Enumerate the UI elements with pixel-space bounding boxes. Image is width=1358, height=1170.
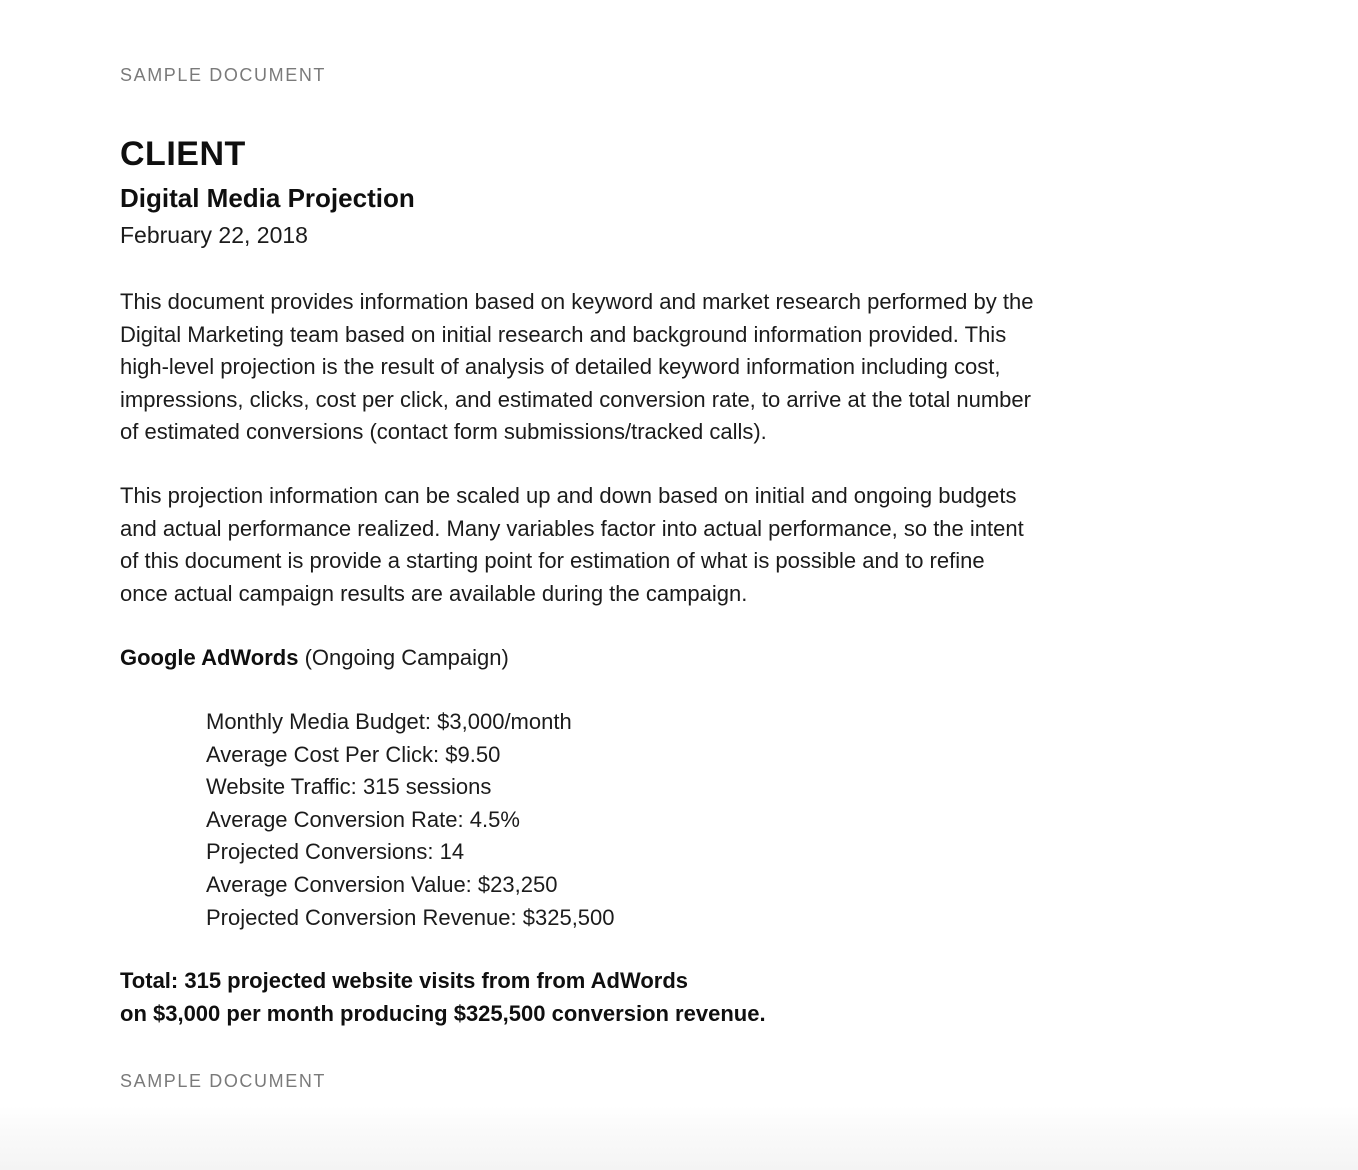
metric-label: Average Cost Per Click:	[206, 741, 440, 767]
metric-value: $23,250	[477, 871, 558, 897]
metric-label: Average Conversion Value:	[206, 871, 472, 897]
metric-label: Average Conversion Rate:	[206, 806, 464, 832]
metric-item	[206, 706, 1238, 739]
watermark-bottom: SAMPLE DOCUMENT	[120, 1071, 327, 1092]
paragraph-line: of estimated conversions (contact form submissions/tracked calls).	[120, 419, 767, 445]
document-title: CLIENT	[120, 135, 246, 173]
total-line-1: Total: 315 projected website visits from from AdWords	[120, 968, 689, 994]
metric-item	[206, 902, 1238, 935]
total-line-2: on $3,000 per month producing $325,500 conversion revenue.	[120, 1000, 766, 1026]
paragraph-line: Digital Marketing team based on initial research and background information provided. This	[120, 321, 1007, 347]
page-bottom-edge	[0, 1106, 1358, 1170]
metric-item	[206, 771, 1238, 804]
paragraph-line: This document provides information based on keyword and market research performed by the	[120, 289, 1034, 314]
metric-value: 315 sessions	[362, 774, 492, 800]
paragraph-line: of this document is provide a starting point for estimation of what is possible and to refine	[120, 548, 985, 574]
document-subtitle: Digital Media Projection	[120, 183, 415, 213]
watermark-top: SAMPLE DOCUMENT	[120, 65, 327, 85]
metric-label: Projected Conversion Revenue:	[206, 904, 517, 930]
paragraph-line: This projection information can be scaled up and down based on initial and ongoing budgets	[120, 482, 1017, 508]
metrics-list	[206, 706, 1238, 934]
metric-value: 14	[439, 839, 465, 865]
paragraph-line: once actual campaign results are available during the campaign.	[120, 580, 748, 606]
paragraph-line: impressions, clicks, cost per click, and estimated conversion rate, to arrive at the total number	[120, 386, 1031, 412]
metric-value: $325,500	[522, 904, 615, 930]
campaign-heading	[120, 642, 1238, 675]
total-summary	[120, 965, 1238, 1030]
paragraph-line: high-level projection is the result of analysis of detailed keyword information including cost,	[120, 354, 1001, 380]
metric-item	[206, 836, 1238, 869]
metric-value: $9.50	[445, 741, 501, 767]
metric-label: Projected Conversions:	[206, 839, 434, 865]
paragraph-line: and actual performance realized. Many variables factor into actual performance, so the intent	[120, 515, 1024, 541]
metric-label: Monthly Media Budget:	[206, 708, 432, 734]
metric-item	[206, 739, 1238, 772]
document-date: February 22, 2018	[120, 222, 308, 248]
metric-value: $3,000/month	[437, 708, 572, 734]
metric-value: 4.5%	[469, 806, 520, 832]
scaling-paragraph	[120, 480, 1238, 610]
metric-item	[206, 869, 1238, 902]
metric-label: Website Traffic:	[206, 774, 357, 800]
intro-paragraph	[120, 286, 1238, 449]
campaign-name: Google AdWords	[120, 645, 299, 671]
metric-item	[206, 804, 1238, 837]
campaign-qualifier: (Ongoing Campaign)	[304, 645, 509, 671]
